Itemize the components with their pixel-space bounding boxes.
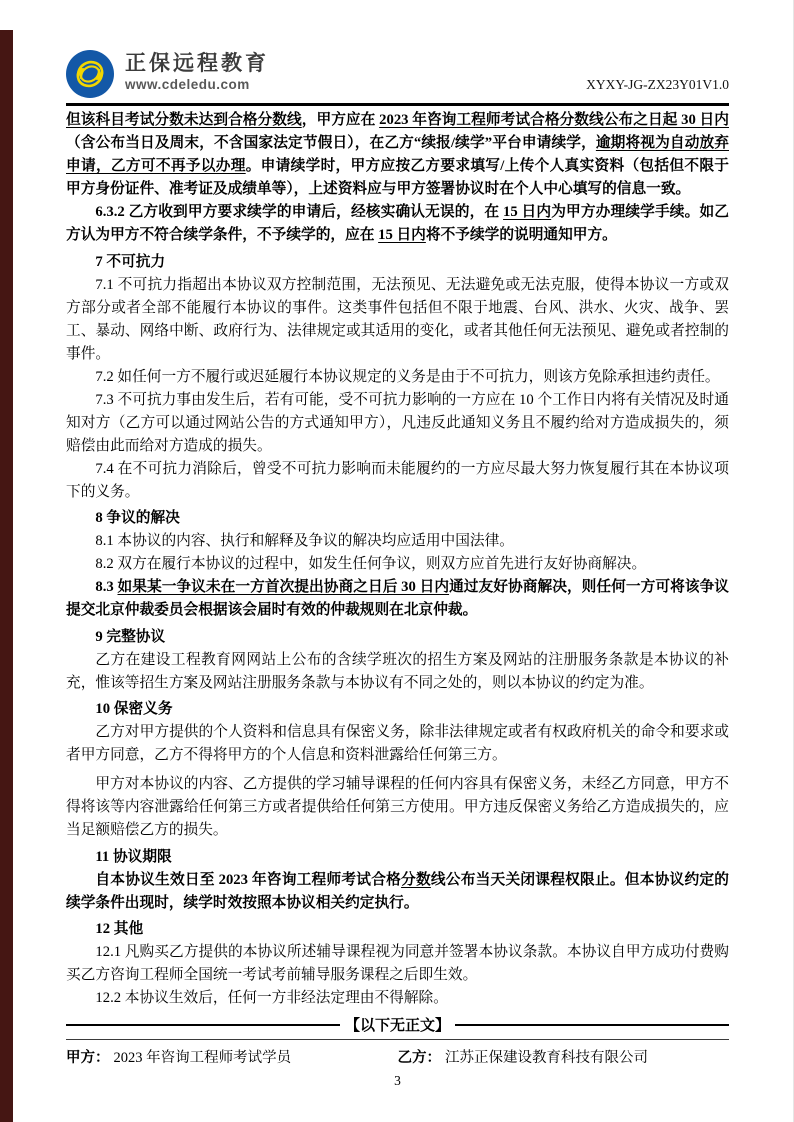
- text-run: 9 完整协议: [95, 628, 166, 645]
- signature-row: [66, 1049, 729, 1068]
- text-run: 8 争议的解决: [95, 510, 180, 526]
- text-run: 乙方对甲方提供的个人资料和信息具有保密义务，除非法律规定或者有权政府机关的命令和要求或者甲方同意，乙方不得将甲方的个人信息和资料泄露给任何第三方。: [66, 724, 729, 763]
- section-heading: [66, 698, 729, 721]
- party-b: [398, 1049, 730, 1068]
- text-run: 自本协议生效日至 2023 年咨询工程师考试合格: [95, 871, 402, 888]
- text-run: 。申请续学时，甲方应按乙方要求填写/上传个人真实资料（包括但不限于甲方身份证件、准考证及成绩单等），上述资料应与甲方签署协议时在个人中心填写的信息一致。: [66, 158, 729, 197]
- brand-url: www.cdeledu.com: [125, 77, 250, 93]
- divider-line-left: [66, 1024, 340, 1026]
- text-run: 7.1 不可抗力指超出本协议双方控制范围，无法预见、无法避免或无法克服，使得本协议一方或双方部分或者全部不能履行本协议的事件。这类事件包括但不限于地震、台风、洪水、火灾、战争、罢工、暴动、网络中断、政府行为、法律规定或其适用的变化，或者其他任何无法预见、避免或者控制的事件。: [66, 276, 729, 362]
- section-heading: [66, 507, 729, 530]
- section-heading: [66, 918, 729, 941]
- text-run: 通过友好协商解决，则任何一方可将该争议提交北京仲裁委员会根据该会届时有效的仲裁规则在北京仲裁。: [66, 579, 729, 618]
- section-heading: [66, 846, 729, 869]
- text-run: 12.1 凡购买乙方提供的本协议所述辅导课程视为同意并签署本协议条款。本协议自甲方成功付费购买乙方咨询工程师全国统一考试考前辅导服务课程之后即生效。: [66, 944, 729, 983]
- footer-separator-line: [66, 1039, 729, 1040]
- paragraph: [66, 987, 729, 1010]
- divider-line-right: [455, 1024, 729, 1026]
- paragraph: [66, 458, 729, 504]
- text-run: 12.2 本协议生效后，任何一方非经法定理由不得解除。: [95, 990, 448, 1006]
- text-run: 10 保密义务: [95, 701, 173, 717]
- paragraph: [66, 869, 729, 915]
- text-run: ，甲方应在: [301, 112, 380, 128]
- text-run: 7.3 不可抗力事由发生后，若有可能，受不可抗力影响的一方应在 10 个工作日内将有关情况及时通知对方（乙方可以通过网站公告的方式通知甲方），凡违反此通知义务且不履约给对方造成损失的，须赔偿由此而给对方造成的损失。: [66, 391, 729, 454]
- party-b-label: 乙方：: [397, 1050, 441, 1066]
- paragraph: [66, 773, 729, 842]
- brand-logo-icon: [66, 50, 114, 98]
- paragraph: [66, 274, 729, 366]
- header-divider-line: [66, 103, 729, 106]
- brand-name: 正保远程教育: [125, 52, 269, 75]
- paragraph: [66, 109, 729, 201]
- paragraph: [66, 366, 729, 389]
- text-run: 7.4 在不可抗力消除后，曾受不可抗力影响而未能履约的一方应尽最大努力恢复履行其在本协议项下的义务。: [66, 460, 729, 500]
- text-run: 甲方对本协议的内容、乙方提供的学习辅导课程的任何内容具有保密义务，未经乙方同意，甲方不得将该等内容泄露给任何第三方或者提供给任何第三方使用。甲方违反保密义务给乙方造成损失的，应当足额赔偿乙方的损失。: [66, 776, 729, 838]
- document-body: [66, 109, 729, 1010]
- paragraph: [66, 530, 729, 553]
- section-heading: [66, 626, 729, 649]
- divider-label: 【以下无正文】: [345, 1018, 451, 1034]
- text-run: 15 日内: [503, 204, 552, 220]
- left-edge-bar: [0, 30, 13, 1122]
- party-a: [66, 1049, 398, 1068]
- end-of-text-divider: [66, 1014, 729, 1035]
- text-run: 乙方在建设工程教育网网站上公布的含续学班次的招生方案及网站的注册服务条款是本协议的补充，惟该等招生方案及网站注册服务条款与本协议有不同之处的，则以本协议的约定为准。: [66, 651, 729, 691]
- text-run: 分数: [401, 871, 431, 888]
- text-run: 8.2 双方在履行本协议的过程中，如发生任何争议，则双方应首先进行友好协商解决。: [95, 556, 647, 572]
- text-run: 12 其他: [95, 921, 144, 937]
- party-a-value: 2023 年咨询工程师考试学员: [113, 1050, 292, 1066]
- paragraph: [66, 553, 729, 576]
- text-run: 为甲方办理续学手续。如乙方认为甲方不符合续学条件，不予续学的，应在: [66, 204, 729, 243]
- text-run: 11 协议期限: [95, 848, 172, 865]
- text-run: 线公布当天关闭课程权限止。但本协议约定的续学条件出现时，续学时效按照本协议相关约定执行。: [66, 871, 729, 911]
- document-code: XYXY-JG-ZX23Y01V1.0: [586, 77, 729, 92]
- paragraph: [66, 389, 729, 458]
- text-run: 7 不可抗力: [95, 253, 166, 270]
- text-run: 但该科目考试分数未达到合格分数线: [66, 112, 302, 128]
- section-heading: [66, 251, 729, 274]
- brand-text-block: [125, 50, 269, 92]
- paragraph: [66, 721, 729, 767]
- page-number: 3: [394, 1073, 401, 1088]
- party-a-label: 甲方：: [66, 1050, 110, 1066]
- text-run: （含公布当日及周末，不含国家法定节假日），在乙方“续报/续学”平台申请续学，: [66, 135, 596, 151]
- text-run: 15 日内: [378, 227, 426, 243]
- paragraph: [66, 649, 729, 695]
- text-run: 6.3.2 乙方收到甲方要求续学的申请后，经核实确认无误的，在: [95, 204, 504, 220]
- text-run: 7.2 如任何一方不履行或迟延履行本协议规定的义务是由于不可抗力，则该方免除承担违约责任。: [95, 368, 720, 385]
- paragraph: [66, 201, 729, 247]
- text-run: 逾期将视为自动放弃申请，乙方可不再予以办理: [66, 135, 729, 174]
- text-run: 8.3: [95, 579, 118, 595]
- text-run: 将不予续学的说明通知甲方。: [425, 227, 617, 243]
- paragraph: [66, 576, 729, 622]
- party-b-value: 江苏正保建设教育科技有限公司: [445, 1050, 648, 1066]
- text-run: 2023 年咨询工程师考试合格分数线公布之日起 30 日内: [379, 112, 729, 128]
- paragraph: [66, 941, 729, 987]
- text-run: 8.1 本协议的内容、执行和解释及争议的解决均应适用中国法律。: [95, 533, 514, 549]
- text-run: 如果某一争议未在一方首次提出协商之日后 30 日内: [117, 579, 450, 595]
- page-header: [66, 0, 729, 98]
